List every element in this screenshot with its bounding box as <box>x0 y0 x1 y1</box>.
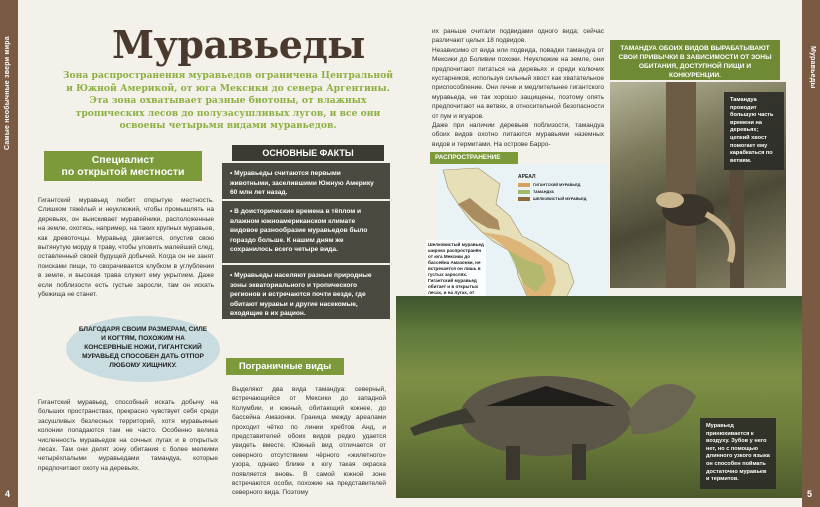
anteater-leg <box>572 444 586 480</box>
anteater-tail <box>628 384 696 434</box>
tree-trunk <box>666 82 696 288</box>
anteater-leg <box>506 446 520 480</box>
caption-top: Тамандуа проводит большую часть времени на деревьях; цепкий хвост помогает ему карабкаться по ветвям. <box>724 92 784 170</box>
tamandua-tail <box>706 214 732 262</box>
specialist-heading-line1: Специалист <box>91 154 155 166</box>
legend-label: ТАМАНДУА <box>533 190 555 194</box>
left-edge-strip <box>0 0 18 507</box>
borders-text: Выделяют два вида тамандуа: северный, встречающийся от Мексики до западной Колумбии, и южный, обитающий южнее, до бассейна Амазонки. Граница между ареалами проходит чётко по линии хребтов Анд, и представителей обоих видов редко удается увидеть вместе. Южный вид отличается от северного отсутствием чёрного «жилетного» узора, однако ближе к югу такая окраска появляется вновь. В самой южной зоне встречаются особи, похожие на представителей северного вида. Поэтому <box>232 386 386 497</box>
right-edge-strip <box>802 0 820 507</box>
anteater-snout <box>410 408 476 436</box>
legend-item <box>518 190 602 194</box>
facts-heading: ОСНОВНЫЕ ФАКТЫ <box>232 145 384 161</box>
borders-heading: Пограничные виды <box>226 358 344 375</box>
distribution-label: РАСПРОСТРАНЕНИЕ <box>430 152 518 164</box>
intro-text: Зона распространения муравьедов ограничена Центральной и Южной Америкой, от юга Мексики до севера Аргентины. Эта зона охватывает разные биотопы, от влажных тропических лесов до полузасушливых лугов, и все они освоены четырьмя видами муравьедов. <box>62 70 394 132</box>
specialist-heading-line2: по открытой местности <box>61 166 185 178</box>
page-title: Муравьеды <box>112 22 365 67</box>
page-number-left: 4 <box>5 489 11 499</box>
middle-column-text: их раньше считали подвидами одного вида; сейчас различают целых 18 подвидов. Независимо от вида или подвида, повадки тамандуа от Мексики до Боливии похожи. Неуклюжие на земле, они предпочитают питаться на деревьях и среди колючих кустарников, используя сильный хвост как хватательное приспособление. Они гечне и медлительнее гигантского муравьеда, не так хорошо защищены, поэтому опять предпочитают на ветвях, в относительной безопасности от пум и ягуаров. Даже при наличии деревьев поблизости, тамандуа обоих видов охотно питаются муравьями наземных видов и термитами. На острове Барро- <box>432 28 604 148</box>
legend-item <box>518 183 602 187</box>
legend-swatch <box>518 190 530 194</box>
caption-bottom: Муравьед принюхивается к воздуху. Зубов у него нет, но с помощью длинного узкого языка он способен поймать достаточно муравьев и термитов. <box>700 418 776 489</box>
bottom-left-text: Гигантский муравьед, способный искать добычу на больших пространствах, прекрасно чувствует себя среди засушливых безлесных территорий, хотя муравьиные колонии попадаются там не часто. Особенно велика численность муравьедов на сочных лугах и в открытых лесах. Там они делят зону обитания с более мелкими четырёхпалыми муравьедами тамандуа, которые предпочитают охоту на деревьях. <box>38 399 218 472</box>
right-edge-label: Муравьеды <box>809 46 816 89</box>
tamandua-head <box>656 192 684 208</box>
left-edge-label: Самые необычные звери мира <box>4 36 11 150</box>
map-legend <box>518 174 602 201</box>
legend-swatch <box>518 197 530 201</box>
map-note: Шелковистый муравьед широко распространён от юга Мексики до бассейна Амазонки, не встречается он лишь в густых зарослях. Гигантский муравьед обитает и в открытых лесах, и на лугах, от <box>426 240 486 358</box>
page-number-right: 5 <box>807 489 813 499</box>
legend-item <box>518 197 602 201</box>
fact-item-1: • Муравьеды считаются первыми животными, заселившими Южную Америку 60 млн лет назад. <box>222 163 390 199</box>
legend-label: ШЕЛКОВИСТЫЙ МУРАВЬЕД <box>533 197 587 201</box>
fact-item-2: • В доисторические времена в тёплом и влажном южноамериканском климате видовое разнообразие муравьедов было гораздо больше. К нашим дням же сохранилось всего четыре вида. <box>222 201 390 263</box>
specialist-text: Гигантский муравьед любит открытую местность. Слишком тяжёлый и неуклюжий, чтобы промышлять на деревьях, он выискивает муравейники, расположенные на земле, охотясь, например, на таких крупных муравьев, как древоточцы. Муравьед двигается, опустив свою вытянутую морду в траву, чтобы уловить малейший след, оставленный своей будущей добычей. Когда он не занят поисками пищи, то сворачивается клубком в углублении в земле, и высокая трава служит ему укрытием. Даже если поблизости есть густые заросли, там он искать убежища не станет. <box>38 197 214 299</box>
fact-item-3: • Муравьеды населяют разные природные зоны экваториального и тропического регионов и встречаются почти везде, где обитают муравьи и другие насекомые, входящие в их рацион. <box>222 265 390 319</box>
map-legend-title: АРЕАЛ <box>518 174 536 180</box>
specialist-heading <box>44 151 202 181</box>
quote-bubble-text: БЛАГОДАРЯ СВОИМ РАЗМЕРАМ, СИЛЕ И КОГТЯМ, ПОХОЖИМ НА КОНСЕРВНЫЕ НОЖИ, ГИГАНТСКИЙ МУРАВЬЕД СПОСОБЕН ДАТЬ ОТПОР ЛЮБОМУ ХИЩНИКУ. <box>78 326 208 369</box>
legend-swatch <box>518 183 530 187</box>
legend-label: ГИГАНТСКИЙ МУРАВЬЕД <box>533 183 581 187</box>
tamandua-habits-box: ТАМАНДУА ОБОИХ ВИДОВ ВЫРАБАТЫВАЮТ СВОИ ПРИВЫЧКИ В ЗАВИСИМОСТИ ОТ ЗОНЫ ОБИТАНИЯ, ДОСТУПНОЙ ПИЩИ И КОНКУРЕНЦИИ. <box>610 40 780 80</box>
